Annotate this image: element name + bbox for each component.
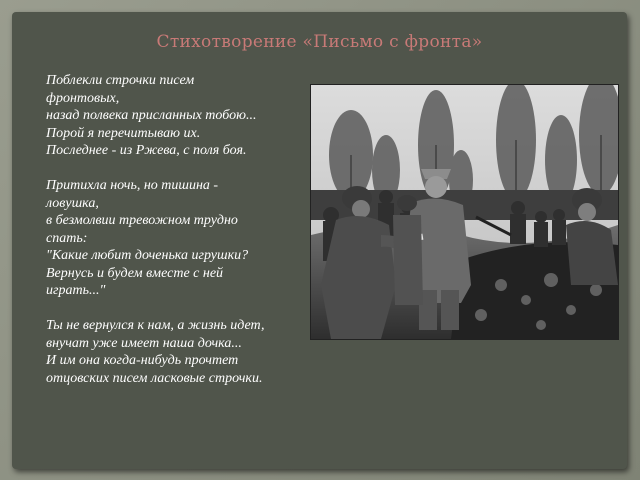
poem-line: ловушка, [46,195,99,211]
poem-line: Порой я перечитываю их. [46,125,201,141]
poem-line: отцовских писем ласковые строчки. [46,370,263,386]
poem-line: спать: [46,230,88,246]
poem-line: в безмолвии тревожном трудно [46,213,238,228]
slide [12,12,627,469]
poem-text [46,72,308,405]
poem-line: играть..." [46,283,106,298]
poem-line: Ты не вернулся к нам, а жизнь идет, [46,318,265,333]
poem-line: фронтовых, [46,90,120,106]
poem-line: Последнее - из Ржева, с поля боя. [46,143,247,158]
soldiers-photo-illustration [311,85,618,339]
poem-line: назад полвека присланных тобою... [46,108,257,123]
poem-stanza-2 [46,177,308,300]
slide-title: Стихотворение «Письмо с фронта» [156,32,483,52]
poem-line: Притихла ночь, но тишина - [46,178,219,193]
poem-line: Поблекли строчки писем [46,73,195,88]
poem-stanza-3 [46,317,308,387]
poem-line: внучат уже имеет наша дочка... [46,335,242,351]
poem-line: И им она когда-нибудь прочтет [46,353,239,368]
poem-line: "Какие любит доченька игрушки? [46,248,249,263]
soldiers-photo [310,84,619,340]
poem-line: Вернусь и будем вместе с ней [46,265,224,281]
poem-stanza-1 [46,72,308,160]
